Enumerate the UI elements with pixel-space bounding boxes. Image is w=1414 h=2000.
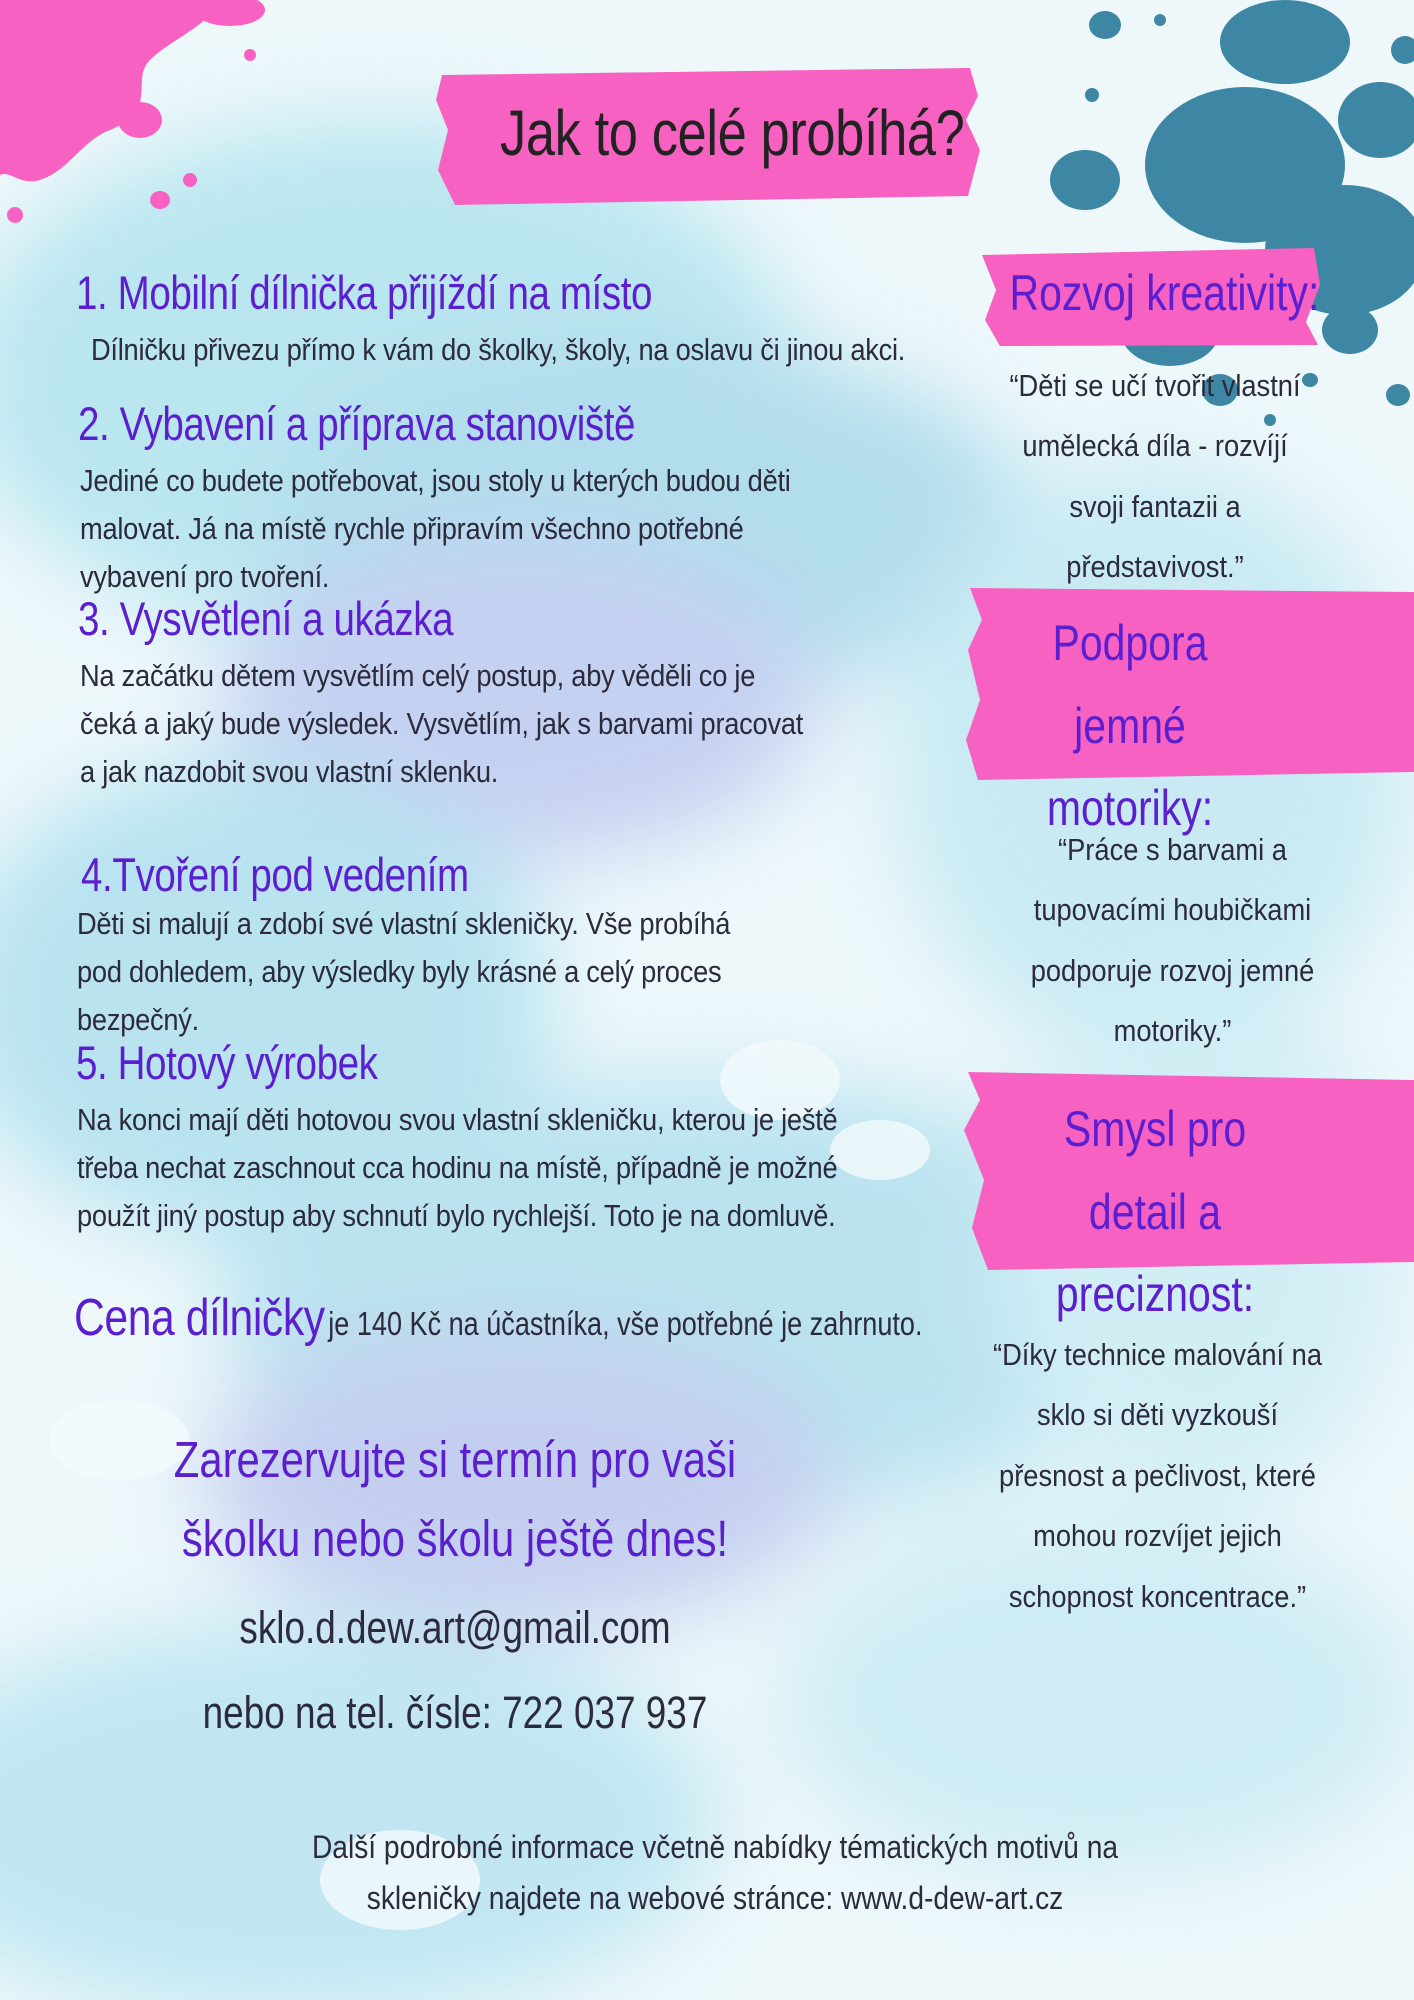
benefit-1-quote: “Děti se učí tvořit vlastní umělecká díla - rozvíjí svoji fantazii a představivost.” [1009,368,1301,585]
step-1-title: 1. Mobilní dílnička přijíždí na místo [76,266,653,319]
benefit-2-title: Podpora jemné motoriky: [1046,615,1214,836]
step-3-title: 3. Vysvětlení a ukázka [78,592,454,645]
step-3-text: Na začátku dětem vysvětlím celý postup, aby věděli co je čeká a jaký bude výsledek. Vysvětlím, jak s barvami pracovat a jak nazdobit svou vlastní sklenku. [80,658,804,790]
benefit-3-quote: “Díky technice malování na sklo si děti vyzkouší přesnost a pečlivost, které mohou rozvíjet jejich schopnost koncentrace.” [992,1337,1323,1614]
step-5-text: Na konci mají děti hotovou svou vlastní skleničku, kterou je ještě třeba nechat zaschnout cca hodinu na místě, případně je možné použít jiný postup aby schnutí bylo rychlejší. Toto je na domluvě. [77,1102,838,1234]
benefit-2-quote: “Práce s barvami a tupovacími houbičkami podporuje rozvoj jemné motoriky.” [1030,832,1315,1049]
price-label: Cena dílničky [74,1289,325,1347]
step-2-text: Jediné co budete potřebovat, jsou stoly u kterých budou děti malovat. Já na místě rychle připravím všechno potřebné vybavení pro tvoření. [80,463,791,595]
contact-email: sklo.d.dew.art@gmail.com [239,1602,671,1653]
step-1-text: Dílničku přivezu přímo k vám do školky, školy, na oslavu či jinou akci. [91,332,906,367]
footer-info: Další podrobné informace včetně nabídky tématických motivů na skleničky najdete na webové stránce: www.d-dew-art.cz [311,1829,1119,1917]
step-2-title: 2. Vybavení a příprava stanoviště [78,397,636,450]
cta-text: Zarezervujte si termín pro vaši školku nebo školu ještě dnes! [173,1431,737,1568]
price-line [74,1288,923,1348]
page-title: Jak to celé probíhá? [500,97,965,169]
benefit-3-title: Smysl pro detail a preciznost: [1055,1101,1255,1322]
price-text: je 140 Kč na účastníka, vše potřebné je zahrnuto. [328,1305,923,1342]
step-4-text: Děti si malují a zdobí své vlastní skleničky. Vše probíhá pod dohledem, aby výsledky byly krásné a celý proces bezpečný. [77,906,731,1038]
benefit-1-title: Rozvoj kreativity: [1009,265,1320,321]
contact-phone: nebo na tel. čísle: 722 037 937 [202,1687,708,1738]
step-5-title: 5. Hotový výrobek [76,1036,378,1089]
step-4-title: 4.Tvoření pod vedením [81,848,469,901]
